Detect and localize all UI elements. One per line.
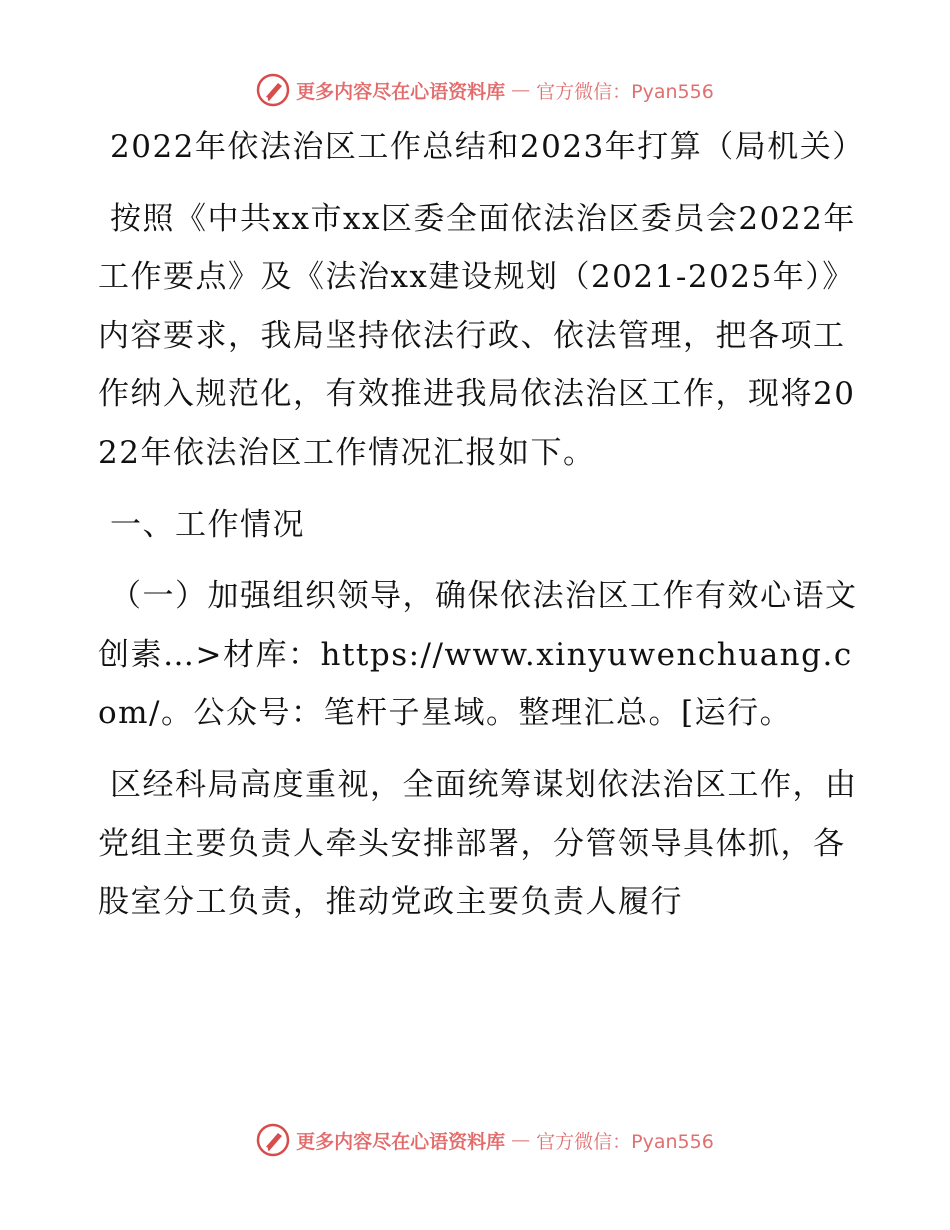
- footer-banner-text: 更多内容尽在心语资料库: [296, 1130, 506, 1153]
- header-banner-content: [236, 73, 714, 107]
- header-banner-dash: —: [511, 79, 531, 101]
- subsection-heading: （一）加强组织领导，确保依法治区工作有效心语文创素…>材库：https://www.xinyuwenchuang.com/。公众号：笔杆子星域。整理汇总。[运行。: [98, 578, 858, 732]
- section-heading: 一、工作情况: [110, 506, 305, 543]
- header-banner-text: 更多内容尽在心语资料库: [296, 80, 506, 103]
- document-title: 2022年依法治区工作总结和2023年打算（局机关）: [110, 129, 865, 165]
- header-banner-wechat: 官方微信：Pyan556: [536, 80, 714, 103]
- header-banner: [0, 70, 950, 110]
- footer-banner-wechat: 官方微信：Pyan556: [536, 1130, 714, 1153]
- paragraph-body: 区经科局高度重视，全面统筹谋划依法治区工作，由党组主要负责人牵头安排部署，分管领导具体抓，各股室分工负责，推动党政主要负责人履行: [98, 766, 858, 921]
- footer-banner-content: [236, 1123, 714, 1157]
- footer-banner-dash: —: [511, 1129, 531, 1151]
- pen-logo-icon: [256, 73, 290, 107]
- document-body: [98, 118, 868, 945]
- footer-banner: [0, 1120, 950, 1160]
- pen-logo-icon: [256, 1123, 290, 1157]
- paragraph-intro: 按照《中共xx市xx区委全面依法治区委员会2022年工作要点》及《法治xx建设规划（2021-2025年）》内容要求，我局坚持依法行政、依法管理，把各项工作纳入规范化，有效推进我局依法治区工作，现将2022年依法治区工作情况汇报如下。: [98, 200, 856, 471]
